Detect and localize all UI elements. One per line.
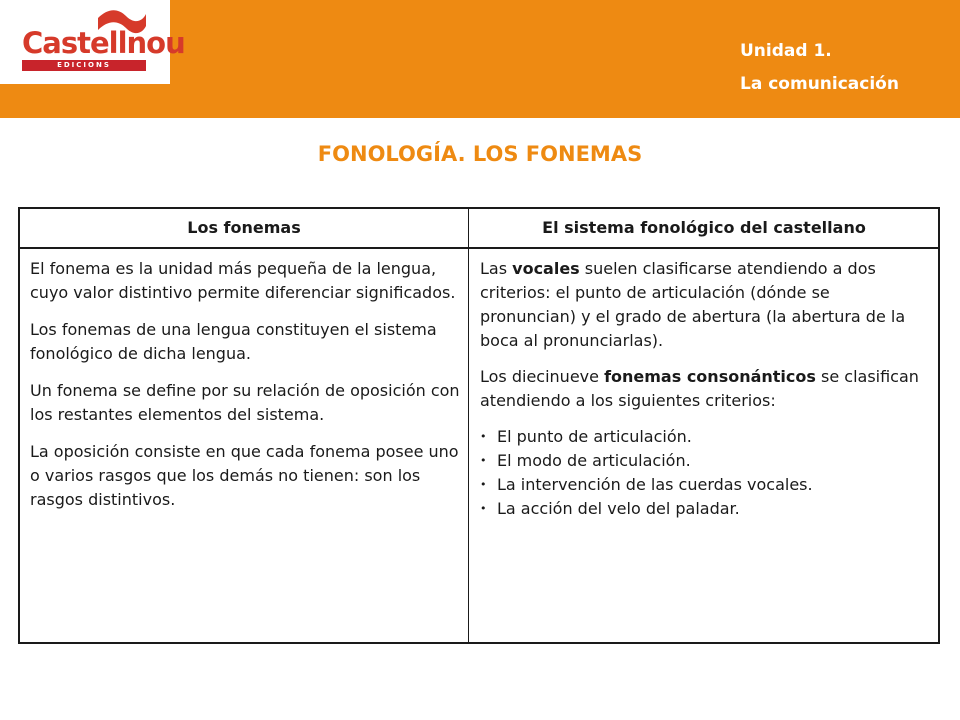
- paragraph: El fonema es la unidad más pequeña de la lengua, cuyo valor distintivo permite diferenciar significados.: [30, 259, 456, 302]
- paragraph-consonantes: Los diecinueve fonemas consonánticos se clasifican atendiendo a los siguientes criterios:: [480, 367, 919, 410]
- unit-label: [740, 35, 899, 101]
- paragraph: Los fonemas de una lengua constituyen el sistema fonológico de dicha lengua.: [30, 320, 437, 363]
- col1-body: [30, 257, 460, 525]
- paragraph-vocales: Las vocales suelen clasificarse atendiendo a dos criterios: el punto de articulación (dónde se pronuncian) y el grado de abertura (la abertura de la boca al pronunciarlas).: [480, 259, 906, 350]
- bullet-icon: •: [480, 454, 487, 467]
- brand-name: Castellnou: [22, 26, 185, 60]
- paragraph: Un fonema se define por su relación de oposición con los restantes elementos del sistema.: [30, 381, 460, 424]
- table-header-row: [20, 209, 938, 249]
- header-band: [0, 0, 960, 118]
- list-item: • El modo de articulación.: [480, 449, 930, 473]
- list-item: • La intervención de las cuerdas vocales.: [480, 473, 930, 497]
- list-item: • El punto de articulación.: [480, 425, 930, 449]
- list-item: • La acción del velo del paladar.: [480, 497, 930, 521]
- page-title: FONOLOGÍA. LOS FONEMAS: [317, 142, 643, 166]
- bullet-icon: •: [480, 502, 487, 515]
- brand-sub: EDICIONS: [57, 61, 111, 69]
- col1-header: Los fonemas: [187, 218, 301, 237]
- bullet-icon: •: [480, 430, 487, 443]
- col2-body: [480, 257, 930, 521]
- column-divider: [468, 209, 469, 642]
- col2-header: El sistema fonológico del castellano: [542, 218, 866, 237]
- unit-topic: La comunicación: [740, 74, 899, 94]
- bullet-icon: •: [480, 478, 487, 491]
- content-table: [18, 207, 940, 644]
- criteria-list: [480, 425, 930, 521]
- logo: [0, 0, 185, 84]
- unit-number: Unidad 1.: [740, 41, 832, 61]
- term-consonanticos: fonemas consonánticos: [604, 367, 816, 386]
- term-vocales: vocales: [512, 259, 580, 278]
- paragraph: La oposición consiste en que cada fonema posee uno o varios rasgos que los demás no tienen: son los rasgos distintivos.: [30, 442, 459, 509]
